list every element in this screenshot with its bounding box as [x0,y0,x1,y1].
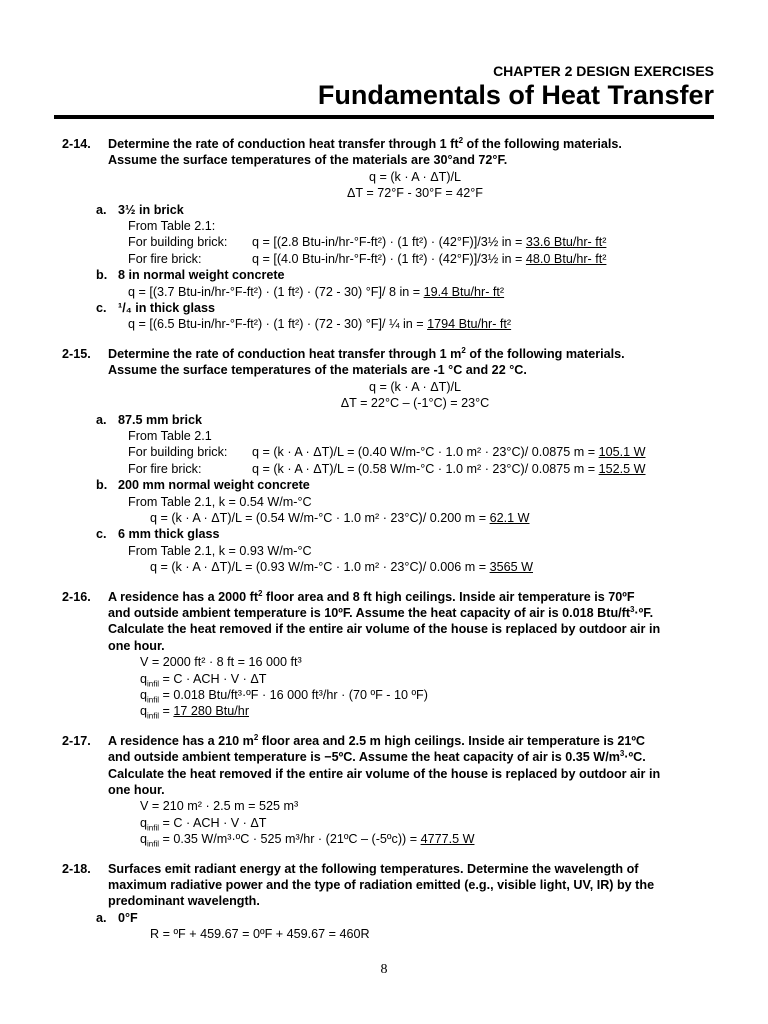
delta-t: ΔT = 72°F - 30°F = 42°F [347,186,483,201]
statement-text: and outside ambient temperature is −5ºC. Assume the heat capacity of air is 0.35 W/m [108,750,620,765]
q-infil-formula: $q_{infil} = C$ · ACH · V · ΔT [140,671,267,689]
part-title: 200 mm normal weight concrete [118,478,310,493]
part-a [96,202,722,268]
table-reference: From Table 2.1: [128,219,216,234]
problem-statement: A residence has a 2000 $ft^2$ floor area and 8 ft high ceilings. Inside air temperature is 70ºF and outside ambient temperature is 10ºF. Assume the heat capacity of air is 0.018 Btu/$ft^3\cdot ºF$. Calculate the heat removed if the entire air volume of the house is replaced by outdoor air in one hour. [108,588,661,653]
part-title: 87.5 mm brick [118,412,203,427]
statement-text: maximum radiative power and the type of radiation emitted (e.g., visible light, UV, IR) by the [108,878,655,893]
problem-number: 2-14. [62,137,91,151]
part-b [96,267,722,300]
statement-text: ·ºF. [634,605,654,620]
problem-2-18 [62,861,722,943]
calc-result: 33.6 Btu/hr- ft² [525,235,607,250]
part-label: c. [96,527,107,542]
formula: q = (k · A · ΔT)/L [368,169,462,184]
q-infil-formula: $q_{infil} = C$ · ACH · V · ΔT [140,815,267,833]
statement-text: A residence has a 2000 ft [108,589,259,604]
problem-number: 2-18. [62,861,91,876]
part-label: a. [96,412,107,427]
part-label: a. [96,910,107,925]
statement-text: Determine the rate of conduction heat transfer through 1 m [108,346,462,361]
statement-text: Assume the surface temperatures of the materials are -1 °C and 22 °C. [108,363,527,378]
part-title: 6 mm thick glass [118,527,220,542]
calc-equation: q = [(2.8 Btu-in/hr-°F-ft²) · (1 ft²) · (42°F)]/3½ in = [252,235,526,250]
calc-equation: q = [(4.0 Btu-in/hr-°F-ft²) · (1 ft²) · (42°F)]/3½ in = [252,251,526,266]
part-label: b. [96,478,108,493]
calc-result: 1794 Btu/hr- ft² [427,317,512,332]
document-title: Fundamentals of Heat Transfer [317,80,714,110]
calc-label: For fire brick: [128,461,202,476]
problem-number: 2-17. [62,733,91,748]
statement-text: Assume the surface temperatures of the materials are 30°and 72°F. [108,153,508,168]
calc-equation: q = [(3.7 Btu-in/hr-°F-ft²) · (1 ft²) · (72 - 30) °F]/ 8 in = [128,284,424,299]
fire-brick-calc [118,461,722,477]
part-a [96,412,722,478]
calc-label: For building brick: [128,445,228,460]
problem-number: 2-15. [62,346,91,361]
statement-text: one hour. [108,783,165,798]
q-infil-substitution: $q_{infil} = 0.018$ Btu/ft³·ºF · 16 000 ft³/hr · (70 ºF - 10 ºF) [140,688,428,705]
volume-calc: V = 2000 ft² · 8 ft = 16 000 ft³ [140,655,302,670]
part-a [96,910,722,943]
statement-text: Determine the rate of conduction heat transfer through 1 ft [108,137,459,151]
statement-text: floor area and 2.5 m high ceilings. Inside air temperature is 21ºC [258,733,646,748]
problem-2-17 [62,733,722,848]
exercise-list [62,136,722,956]
problem-2-16 [62,589,722,720]
calc-equation: q = (k · A · ΔT)/L = (0.93 W/m-°C · 1.0 m² · 23°C)/ 0.006 m = [150,560,490,575]
part-label: a. [96,202,107,217]
calc-result: 105.1 W [598,445,646,460]
problem-2-15 [62,346,722,576]
fire-brick-calc [118,251,722,267]
statement-text: of the following materials. [465,346,625,361]
problem-number: 2-16. [62,589,91,604]
statement-text: one hour. [108,638,165,653]
part-c [96,526,722,575]
calc-equation: q = [(6.5 Btu-in/hr-°F-ft²) · (1 ft²) · (72 - 30) °F]/ ¼ in = [128,317,428,332]
page-number: 8 [380,962,388,977]
statement-text: Calculate the heat removed if the entire air volume of the house is replaced by outdoor air in [108,766,661,781]
part-b [96,477,722,526]
page-header [318,62,714,110]
table-reference: From Table 2.1 [128,428,212,443]
calc-result: 4777.5 W [420,832,475,847]
header-rule [54,115,714,119]
rankine-conversion: R = ºF + 459.67 = 0ºF + 459.67 = 460R [150,927,370,942]
calc-result: 62.1 W [489,510,530,525]
problem-statement: Determine the rate of conduction heat transfer through 1 $ft^2$ of the following materials. Assume the surface temperatures of the materials are 30°and 72°F. [108,135,622,168]
problem-2-14 [62,136,722,333]
statement-text: Surfaces emit radiant energy at the following temperatures. Determine the wavelength of [108,861,639,876]
problem-statement [108,861,722,910]
table-reference: From Table 2.1, k = 0.93 W/m-°C [128,543,312,558]
problem-statement: A residence has a 210 $m^2$ floor area and 2.5 m high ceilings. Inside air temperature is 21ºC and outside ambient temperature is −5ºC. Assume the heat capacity of air is 0.35 $W/m^3\cdot ºC$. Calculate the heat removed if the entire air volume of the house is replaced by outdoor air in one hour. [108,732,661,798]
building-brick-calc [118,444,722,460]
part-c [96,300,722,333]
part-title: 3½ in brick [118,202,184,217]
calc-result: 152.5 W [598,461,646,476]
calc-label: For building brick: [128,235,228,250]
calc-equation: q = (k · A · ΔT)/L = (0.58 W/m-°C · 1.0 m² · 23°C)/ 0.0875 m = [252,461,599,476]
statement-text: predominant wavelength. [108,894,260,909]
part-title: ¹/₄ in thick glass [118,301,215,316]
table-reference: From Table 2.1, k = 0.54 W/m-°C [128,494,312,509]
part-label: b. [96,268,108,283]
part-title: 0°F [118,910,138,925]
part-title: 8 in normal weight concrete [118,268,285,283]
formula: q = (k · A · ΔT)/L [368,379,462,394]
q-infil-result: $q_{infil} = 17$ 280 Btu/hr [140,704,250,721]
delta-t: ΔT = 22°C – (-1°C) = 23°C [340,396,490,411]
volume-calc: V = 210 m² · 2.5 m = 525 m³ [140,799,299,814]
statement-text: Calculate the heat removed if the entire air volume of the house is replaced by outdoor air in [108,622,661,637]
calc-equation: q = (k · A · ΔT)/L = (0.54 W/m-°C · 1.0 m² · 23°C)/ 0.200 m = [150,510,490,525]
part-label: c. [96,301,107,316]
calc-result: 17 280 Btu/hr [173,704,250,719]
building-brick-calc [118,234,722,250]
chapter-label: CHAPTER 2 DESIGN EXERCISES [493,63,714,79]
calc-result: 48.0 Btu/hr- ft² [525,251,607,266]
q-infil-result: $q_{infil} = 0.35$ W/m³·ºC · 525 m³/hr · (21ºC – (-5ºc)) = 4777.5 W [140,832,475,849]
calc-equation: q = (k · A · ΔT)/L = (0.40 W/m-°C · 1.0 m² · 23°C)/ 0.0875 m = [252,445,599,460]
statement-text: of the following materials. [463,137,622,151]
calc-result: 19.4 Btu/hr- ft² [423,284,505,299]
calc-result: 3565 W [489,560,533,575]
statement-text: ·ºC. [624,750,646,765]
statement-text: and outside ambient temperature is 10ºF. Assume the heat capacity of air is 0.018 Btu/ft [108,605,631,620]
statement-text: floor area and 8 ft high ceilings. Inside air temperature is 70ºF [262,589,635,604]
statement-text: A residence has a 210 m [108,733,254,748]
calc-label: For fire brick: [128,251,202,266]
problem-statement: Determine the rate of conduction heat transfer through 1 $m^2$ of the following materials. Assume the surface temperatures of the materials are -1 °C and 22 °C. [108,345,625,378]
